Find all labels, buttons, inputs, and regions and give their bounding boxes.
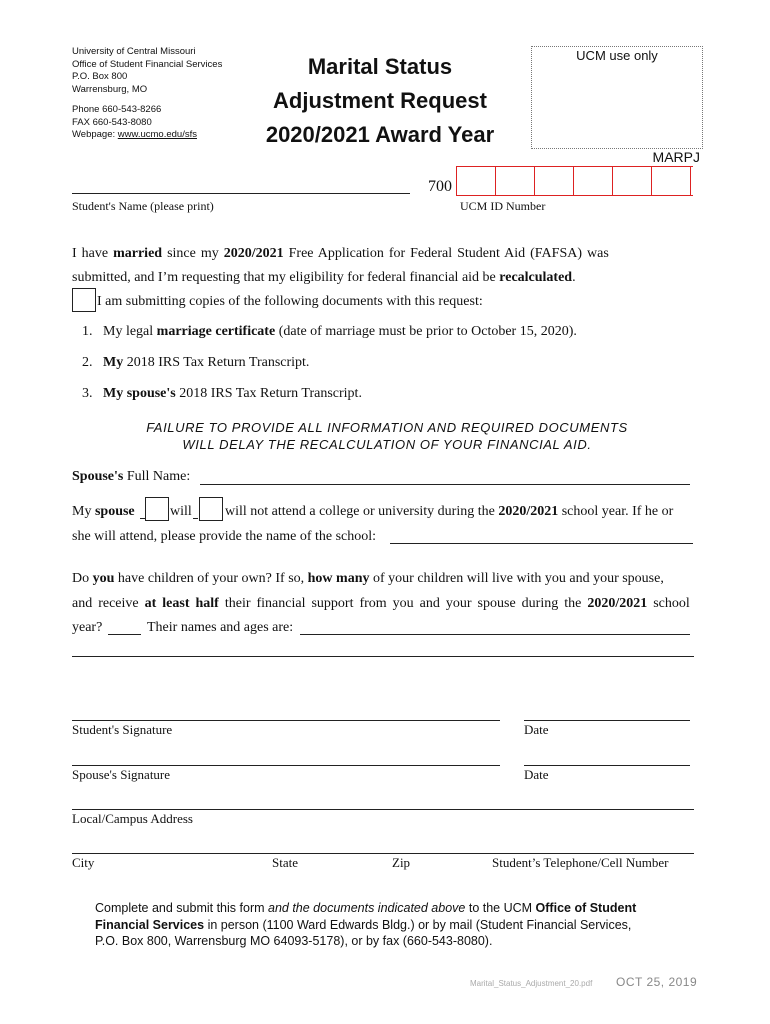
student-date-label: Date bbox=[524, 722, 549, 737]
office-address bbox=[72, 46, 272, 142]
office-line: Warrensburg, MO bbox=[72, 83, 148, 95]
children-names-field[interactable] bbox=[300, 634, 690, 635]
item-text: 2018 IRS Tax Return Transcript. bbox=[123, 355, 310, 370]
id-digit-box[interactable] bbox=[457, 167, 496, 195]
spouse-will-checkbox[interactable] bbox=[145, 497, 169, 521]
spouse-will-not-checkbox[interactable] bbox=[199, 497, 223, 521]
address-field[interactable] bbox=[72, 809, 694, 810]
school-name-field[interactable] bbox=[390, 543, 693, 544]
phone-label: Student’s Telephone/Cell Number bbox=[492, 855, 669, 870]
instructions-line bbox=[95, 900, 695, 917]
children-year-label: year? bbox=[72, 620, 103, 635]
children-text: and receive bbox=[72, 596, 145, 611]
children-bold: at least half bbox=[144, 596, 219, 611]
children-text: their financial support from you and your spouse during the bbox=[218, 596, 588, 611]
warning-line: WILL DELAY THE RECALCULATION OF YOUR FINANCIAL AID. bbox=[182, 437, 592, 452]
will-not-label bbox=[225, 504, 673, 520]
instructions-bold: Office of Student bbox=[535, 901, 637, 915]
office-fax: FAX 660-543-8080 bbox=[72, 116, 152, 128]
form-code: MARPJ bbox=[652, 149, 700, 165]
student-date-field[interactable] bbox=[524, 720, 690, 721]
spouse-name-label bbox=[72, 469, 190, 485]
item-text: (date of marriage must be prior to October 15, 2020). bbox=[275, 324, 577, 339]
item-number: 2. bbox=[82, 355, 93, 370]
children-text: Do bbox=[72, 571, 93, 586]
spouse-text: My bbox=[72, 504, 95, 519]
spouse-name-field[interactable] bbox=[200, 484, 690, 485]
id-digit-box[interactable] bbox=[652, 167, 691, 195]
instructions-text: Complete and submit this form bbox=[95, 901, 268, 915]
underline-mark bbox=[193, 518, 198, 519]
spouse-signature-field[interactable] bbox=[72, 765, 500, 766]
revision-date: OCT 25, 2019 bbox=[616, 975, 698, 989]
item-bold: marriage certificate bbox=[156, 324, 276, 339]
item-text: 2018 IRS Tax Return Transcript. bbox=[175, 386, 362, 401]
student-name-label: Student's Name (please print) bbox=[72, 199, 214, 213]
address-label: Local/Campus Address bbox=[72, 811, 193, 826]
ucm-id-field[interactable] bbox=[456, 166, 693, 196]
will-label: will bbox=[170, 504, 192, 519]
spouse-bold: Spouse's bbox=[72, 469, 124, 484]
intro-bold: recalculated bbox=[499, 270, 573, 285]
instructions-line bbox=[95, 917, 695, 934]
children-bold: how many bbox=[307, 571, 370, 586]
children-bold: 2020/2021 bbox=[587, 596, 648, 611]
title-line: Marital Status bbox=[307, 54, 453, 79]
intro-bold: married bbox=[113, 246, 163, 261]
children-text: school bbox=[647, 596, 690, 611]
children-bold: you bbox=[92, 571, 115, 586]
ucm-id-label: UCM ID Number bbox=[460, 199, 546, 213]
office-line: University of Central Missouri bbox=[72, 46, 196, 57]
item-number: 1. bbox=[82, 324, 93, 339]
title-line: Adjustment Request bbox=[273, 88, 487, 113]
office-use-box bbox=[531, 46, 703, 149]
office-line: Office of Student Financial Services bbox=[72, 58, 223, 70]
file-name: Marital_Status_Adjustment_20.pdf bbox=[470, 979, 593, 988]
instructions-text: in person (1100 Ward Edwards Bldg.) or by mail (Student Financial Services, bbox=[204, 917, 632, 932]
id-digit-box[interactable] bbox=[613, 167, 652, 195]
id-digit-box[interactable] bbox=[535, 167, 574, 195]
item-bold: My bbox=[103, 355, 124, 370]
intro-text: I have bbox=[72, 246, 114, 261]
title-line: 2020/2021 Award Year bbox=[265, 122, 495, 147]
instructions-text: to the UCM bbox=[465, 901, 536, 915]
webpage-link[interactable]: www.ucmo.edu/sfs bbox=[117, 129, 197, 140]
document-item bbox=[82, 355, 309, 371]
warning-line: FAILURE TO PROVIDE ALL INFORMATION AND REQUIRED DOCUMENTS bbox=[146, 420, 628, 435]
id-digit-box[interactable] bbox=[574, 167, 613, 195]
intro-line-2 bbox=[72, 270, 702, 286]
student-signature-label: Student's Signature bbox=[72, 722, 173, 737]
children-names-label: Their names and ages are: bbox=[147, 620, 294, 635]
spouse-text: school year. If he or bbox=[558, 504, 674, 519]
spouse-attend-prefix bbox=[72, 504, 135, 520]
children-names-field-2[interactable] bbox=[72, 656, 694, 657]
id-prefix: 700 bbox=[428, 178, 452, 195]
state-label: State bbox=[272, 855, 298, 870]
children-line-2 bbox=[72, 596, 702, 612]
warning-notice bbox=[72, 419, 702, 453]
intro-line-1 bbox=[72, 246, 702, 262]
intro-text: Free Application for Federal Student Aid (FAFSA) was bbox=[283, 246, 609, 261]
instructions-bold: Financial Services bbox=[95, 917, 205, 932]
spouse-text: Full Name: bbox=[123, 469, 191, 484]
office-webpage bbox=[72, 129, 272, 142]
student-signature-field[interactable] bbox=[72, 720, 500, 721]
form-title bbox=[250, 50, 510, 152]
item-number: 3. bbox=[82, 386, 93, 401]
documents-checkbox-label: I am submitting copies of the following documents with this request: bbox=[97, 294, 483, 309]
spouse-date-label: Date bbox=[524, 767, 549, 782]
zip-label: Zip bbox=[392, 855, 411, 870]
school-name-label: she will attend, please provide the name of the school: bbox=[72, 529, 377, 544]
id-digit-box[interactable] bbox=[496, 167, 535, 195]
intro-text: since my bbox=[162, 246, 224, 261]
city-label: City bbox=[72, 855, 95, 870]
item-bold: My spouse's bbox=[103, 386, 176, 401]
office-line: P.O. Box 800 bbox=[72, 71, 128, 82]
children-text: of your children will live with you and your spouse, bbox=[369, 571, 664, 586]
spouse-date-field[interactable] bbox=[524, 765, 690, 766]
item-text: My legal bbox=[103, 324, 157, 339]
office-use-label: UCM use only bbox=[576, 48, 658, 63]
children-count-field[interactable] bbox=[108, 634, 141, 635]
student-name-field[interactable] bbox=[72, 193, 410, 194]
documents-checkbox[interactable] bbox=[72, 288, 96, 312]
intro-bold: 2020/2021 bbox=[223, 246, 284, 261]
children-line-1 bbox=[72, 571, 702, 587]
city-state-zip-phone-field[interactable] bbox=[72, 853, 694, 854]
spouse-bold: spouse bbox=[94, 504, 135, 519]
children-text: have children of your own? If so, bbox=[114, 571, 308, 586]
document-item bbox=[82, 386, 362, 402]
webpage-label: Webpage: bbox=[72, 129, 118, 140]
instructions-line: P.O. Box 800, Warrensburg MO 64093-5178), or by fax (660-543-8080). bbox=[95, 934, 493, 948]
intro-text: submitted, and I’m requesting that my eligibility for federal financial aid be bbox=[72, 270, 500, 285]
intro-text: . bbox=[572, 270, 576, 285]
office-phone: Phone 660-543-8266 bbox=[72, 104, 162, 115]
spouse-text: will not attend a college or university during the bbox=[225, 504, 499, 519]
instructions-italic: and the documents indicated above bbox=[268, 901, 466, 915]
spouse-signature-label: Spouse's Signature bbox=[72, 767, 171, 782]
submission-instructions bbox=[95, 900, 695, 950]
document-item bbox=[82, 324, 577, 340]
spouse-bold: 2020/2021 bbox=[498, 504, 559, 519]
